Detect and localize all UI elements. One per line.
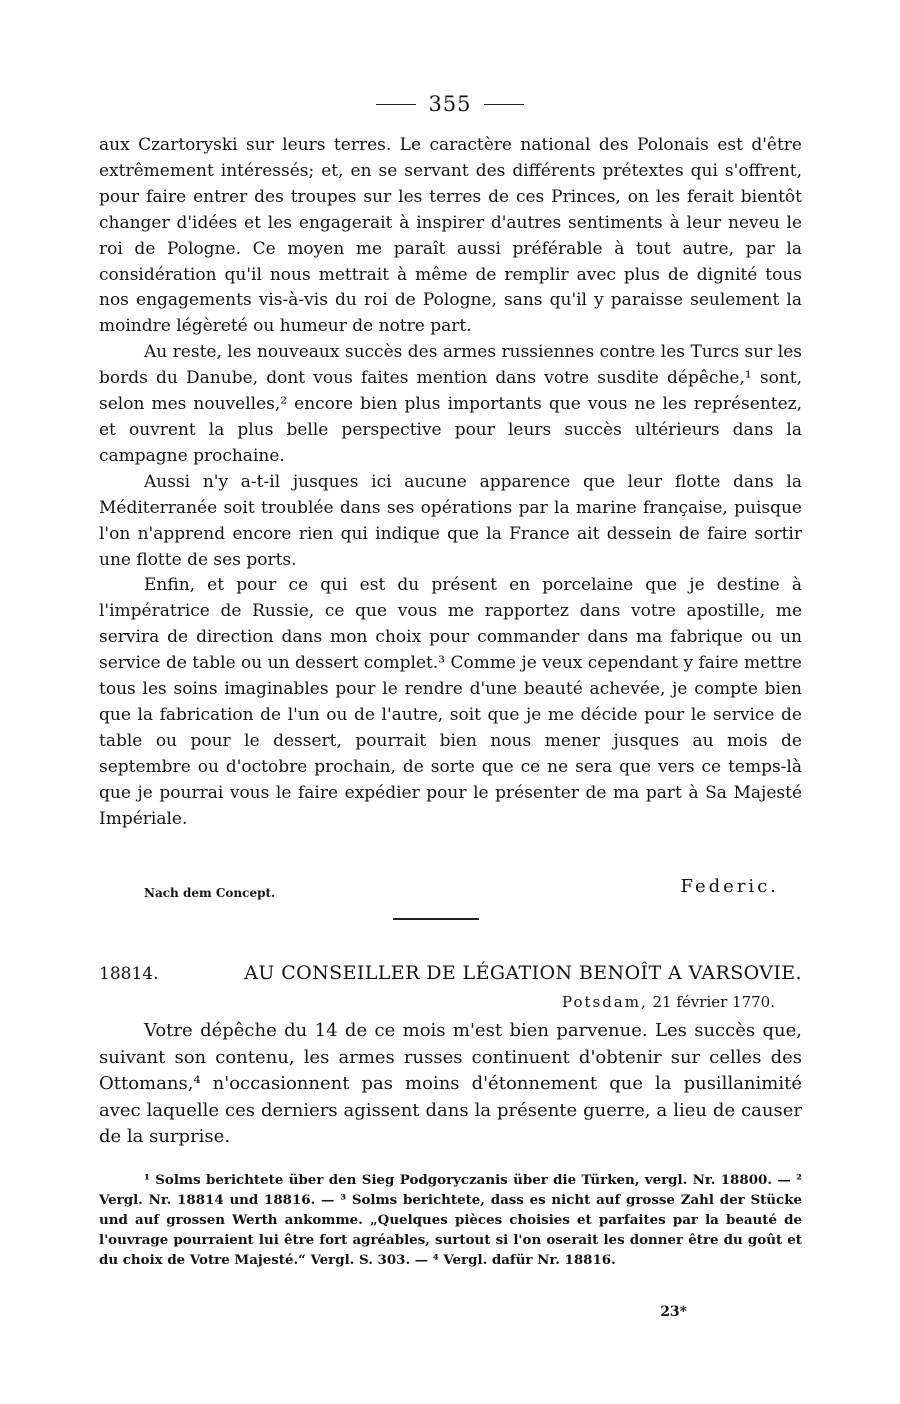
document-title: AU CONSEILLER DE LÉGATION BENOÎT A VARSOVIE. bbox=[244, 962, 802, 984]
dateline-place: Potsdam, bbox=[561, 993, 648, 1011]
footnotes: ¹ Solms berichtete über den Sieg Podgoryczanis über die Türken, vergl. Nr. 18800. — ² Vergl. Nr. 18814 und 18816. — ³ Solms berichtete, dass es nicht auf grosse Zahl der Stücke und auf grossen Werth ankomme. „Quelques pièces choisies et parfaites par la beauté de l'ouvrage pourraient lui être fort agréables, surtout si l'on oserait les donner être du goût et du choix de Votre Majesté.“ Vergl. S. 303. — ⁴ Vergl. dafür Nr. 18816. bbox=[99, 1172, 802, 1268]
header-rule-right bbox=[484, 104, 524, 105]
section-divider bbox=[393, 918, 479, 920]
header-rule-left bbox=[376, 104, 416, 105]
paragraph: Aussi n'y a-t-il jusques ici aucune apparence que leur flotte dans la Méditerranée soit troublée dans ses opérations par la marine française, puisque l'on n'apprend encore rien qui indique que la France ait dessein de faire sortir une flotte de ses ports. bbox=[99, 471, 802, 570]
signer-name: Federic. bbox=[680, 876, 779, 897]
paragraph: Enfin, et pour ce qui est du présent en porcelaine que je destine à l'impératrice de Russie, ce que vous me rapportez dans votre apostille, me servira de direction dans mon choix pour commander dans ma fabrique ou un service de table ou un dessert complet.³ Comme je veux cependant y faire mettre tous les soins imaginables pour le rendre d'une beauté achevée, je compte bien que la fabrication de l'un ou de l'autre, soit que je me décide pour le service de table ou pour le dessert, pourrait bien nous mener jusques au mois de septembre ou d'octobre prochain, de sorte que ce ne sera que vers ce temps-là que je pourrai vous le faire expédier pour le présenter de ma part à Sa Majesté Impériale. bbox=[99, 575, 802, 829]
page-number: 355 bbox=[428, 92, 472, 116]
page-header bbox=[0, 88, 900, 120]
continued-letter-text bbox=[99, 133, 802, 832]
printer-signature-mark: 23* bbox=[660, 1304, 687, 1320]
document-number: 18814. bbox=[99, 964, 159, 984]
paragraph: Au reste, les nouveaux succès des armes russiennes contre les Turcs sur les bords du Danube, dont vous faites mention dans votre susdite dépêche,¹ sont, selon mes nouvelles,² encore bien plus importants que vous ne les représentez, et ouvrent la plus belle perspective pour leurs succès ultérieurs dans la campagne prochaine. bbox=[99, 342, 802, 466]
document-heading bbox=[99, 962, 802, 992]
signature-row bbox=[99, 876, 779, 906]
dateline bbox=[562, 993, 775, 1011]
source-note: Nach dem Concept. bbox=[144, 886, 276, 900]
dateline-date: 21 février 1770. bbox=[652, 993, 775, 1011]
paragraph: aux Czartoryski sur leurs terres. Le caractère national des Polonais est d'être extrêmement intéressés; et, en se servant des différents prétextes qui s'offrent, pour faire entrer des troupes sur les terres de ces Princes, on les ferait bientôt changer d'idées et les engagerait à inspirer d'autres sentiments à leur neveu le roi de Pologne. Ce moyen me paraît aussi préférable à tout autre, par la considération qu'il nous mettrait à même de remplir avec plus de dignité tous nos engagements vis-à-vis du roi de Pologne, sans qu'il y paraisse seulement la moindre légèreté ou humeur de notre part. bbox=[99, 135, 802, 337]
letter-text: Votre dépêche du 14 de ce mois m'est bien parvenue. Les succès que, suivant son contenu, les armes russes continuent d'obtenir sur celles des Ottomans,⁴ n'occasionnent pas moins d'étonnement que la pusillanimité avec laquelle ces derniers agissent dans la présente guerre, a lieu de causer de la surprise. bbox=[99, 1020, 802, 1147]
